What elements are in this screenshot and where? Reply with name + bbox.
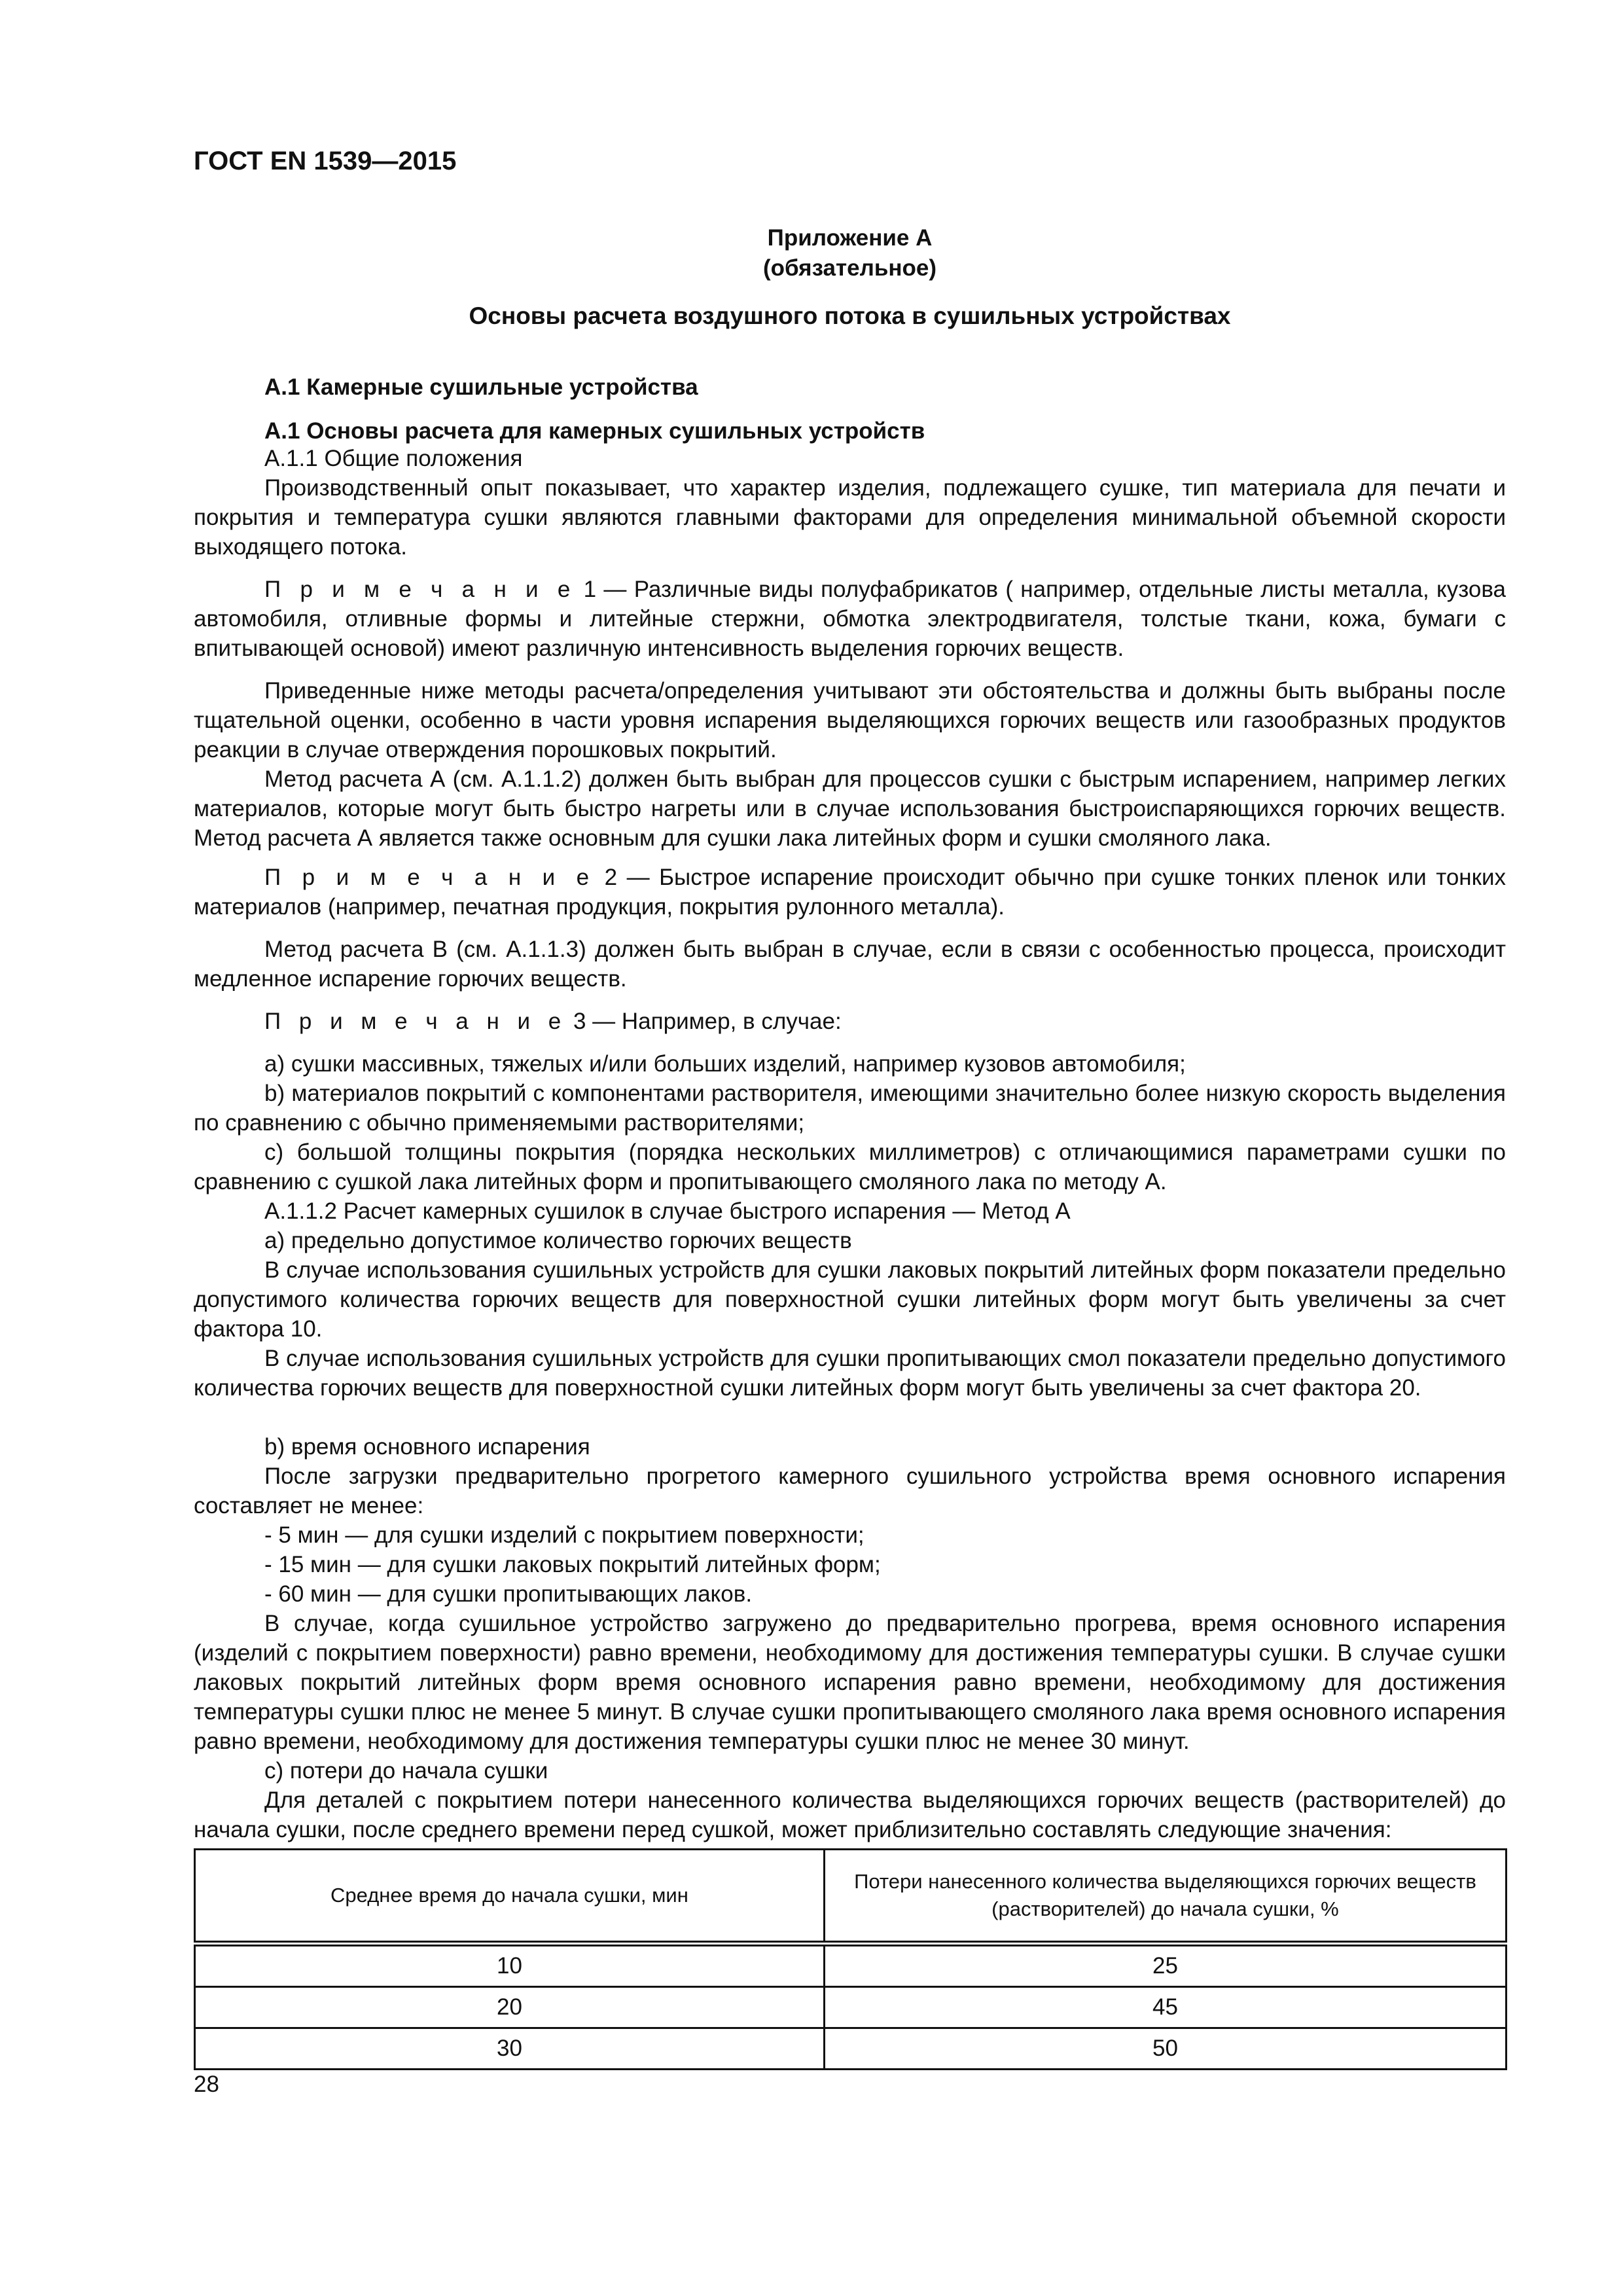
dash-item-2: - 15 мин — для сушки лаковых покрытий литейных форм; [264,1552,881,1577]
table-row [195,1987,1507,2028]
paragraph-item-c: Для деталей с покрытием потери нанесенного количества выделяющихся горючих веществ (растворителей) до начала сушки, после среднего времени перед сушкой, может приблизительно составлять следующие значения: [194,1787,1506,1842]
paragraph-item-a-2: В случае использования сушильных устройств для сушки пропитывающих смол показатели предельно допустимого количества горючих веществ для поверхностной сушки литейных форм могут быть увеличены за счет фактора 20. [194,1346,1506,1401]
dash-item-1: - 5 мин — для сушки изделий с покрытием поверхности; [264,1522,865,1548]
subsection-title-a111: А.1.1 Общие положения [264,446,523,471]
table-cell: 30 [195,2028,825,2070]
document-code: ГОСТ EN 1539—2015 [194,147,457,175]
table-cell: 20 [195,1987,825,2028]
section-heading-a1: А.1 Камерные сушильные устройства [264,374,698,400]
table-header-cell: Среднее время до начала сушки, мин [195,1850,825,1944]
table-row [195,1944,1507,1987]
losses-table [194,1848,1507,2070]
paragraph-method-a: Метод расчета А (см. А.1.1.2) должен быть выбран для процессов сушки с быстрым испарением, например легких материалов, которые могут быть быстро нагреты или в случае использования быстроиспаряющихся горючих веществ. Метод расчета А является также основным для сушки лака литейных форм и сушки смоляного лака. [194,766,1506,851]
dash-item-3: - 60 мин — для сушки пропитывающих лаков. [264,1581,753,1607]
note-1 [194,575,1506,663]
annex-title: Приложение A [767,225,933,251]
paragraph-method-b: Метод расчета В (см. А.1.1.3) должен быть выбран в случае, если в связи с особенностью процесса, происходит медленное испарение горючих веществ. [194,937,1506,992]
table-cell: 50 [824,2028,1506,2070]
note-text: 2 — Быстрое испарение происходит обычно при сушке тонких пленок или тонких материалов (например, печатная продукция, покрытия рулонного металла). [194,865,1507,920]
note-label: П р и м е ч а н и е [264,1009,567,1034]
table-row [195,2028,1507,2070]
table-cell: 10 [195,1944,825,1987]
page-number: 28 [194,2072,219,2097]
table-header-cell: Потери нанесенного количества выделяющихся горючих веществ (растворителей) до начала сушки, % [824,1850,1506,1944]
table-cell: 25 [824,1944,1506,1987]
note-3-item-c: c) большой толщины покрытия (порядка нескольких миллиметров) с отличающимися параметрами сушки по сравнению с сушкой лака литейных форм и пропитывающего смоляного лака по методу А. [194,1139,1506,1194]
note-label: П р и м е ч а н и е [264,865,596,890]
note-text: 1 — Различные виды полуфабрикатов ( например, отдельные листы металла, кузова автомобиля, отливные формы и литейные стержни, обмотка электродвигателя, толстые ткани, кожа, бумаги с впитывающей основой) имеют различную интенсивность выделения горючих веществ. [194,577,1506,661]
paragraph-item-b: После загрузки предварительно прогретого камерного сушильного устройства время основного испарения составляет не менее: [194,1463,1506,1518]
annex-main-title: Основы расчета воздушного потока в сушильных устройствах [469,302,1231,329]
table-cell: 45 [824,1987,1506,2028]
table-header-row [195,1850,1507,1944]
subsection-title-a112: А.1.1.2 Расчет камерных сушилок в случае быстрого испарения — Метод А [264,1198,1071,1224]
note-2 [194,863,1506,922]
paragraph-item-a-1: В случае использования сушильных устройств для сушки лаковых покрытий литейных форм показатели предельно допустимого количества горючих веществ для поверхностной сушки литейных форм могут быть увеличены за счет фактора 10. [194,1257,1506,1342]
item-b-title: b) время основного испарения [264,1434,590,1460]
section-heading-a1-sub: А.1 Основы расчета для камерных сушильных устройств [264,418,925,444]
item-c-title: c) потери до начала сушки [264,1758,548,1784]
note-3-item-a: a) сушки массивных, тяжелых и/или больших изделий, например кузовов автомобиля; [264,1051,1186,1077]
note-label: П р и м е ч а н и е [264,577,577,602]
paragraph-methods: Приведенные ниже методы расчета/определения учитывают эти обстоятельства и должны быть выбраны после тщательной оценки, особенно в части уровня испарения выделяющихся горючих веществ или газообразных продуктов реакции в случае отверждения порошковых покрытий. [194,678,1506,762]
note-3-item-b: b) материалов покрытий с компонентами растворителя, имеющими значительно более низкую скорость выделения по сравнению с обычно применяемыми растворителями; [194,1081,1506,1136]
note-3 [194,1007,1506,1036]
annex-status: (обязательное) [762,255,936,281]
paragraph-intro: Производственный опыт показывает, что характер изделия, подлежащего сушке, тип материала для печати и покрытия и температура сушки являются главными факторами для определения минимальной объемной скорости выходящего потока. [194,475,1506,560]
item-a-title: a) предельно допустимое количество горючих веществ [264,1228,852,1253]
note-text: 3 — Например, в случае: [567,1009,842,1034]
paragraph-item-b-2: В случае, когда сушильное устройство загружено до предварительно прогрева, время основного испарения (изделий с покрытием поверхности) равно времени, необходимому для достижения температуры сушки. В случае сушки лаковых покрытий литейных форм время основного испарения равно времени, необходимому для достижения температуры сушки плюс не менее 5 минут. В случае сушки пропитывающего смоляного лака время основного испарения равно времени, необходимому для достижения температуры сушки плюс не менее 30 минут. [194,1611,1506,1754]
